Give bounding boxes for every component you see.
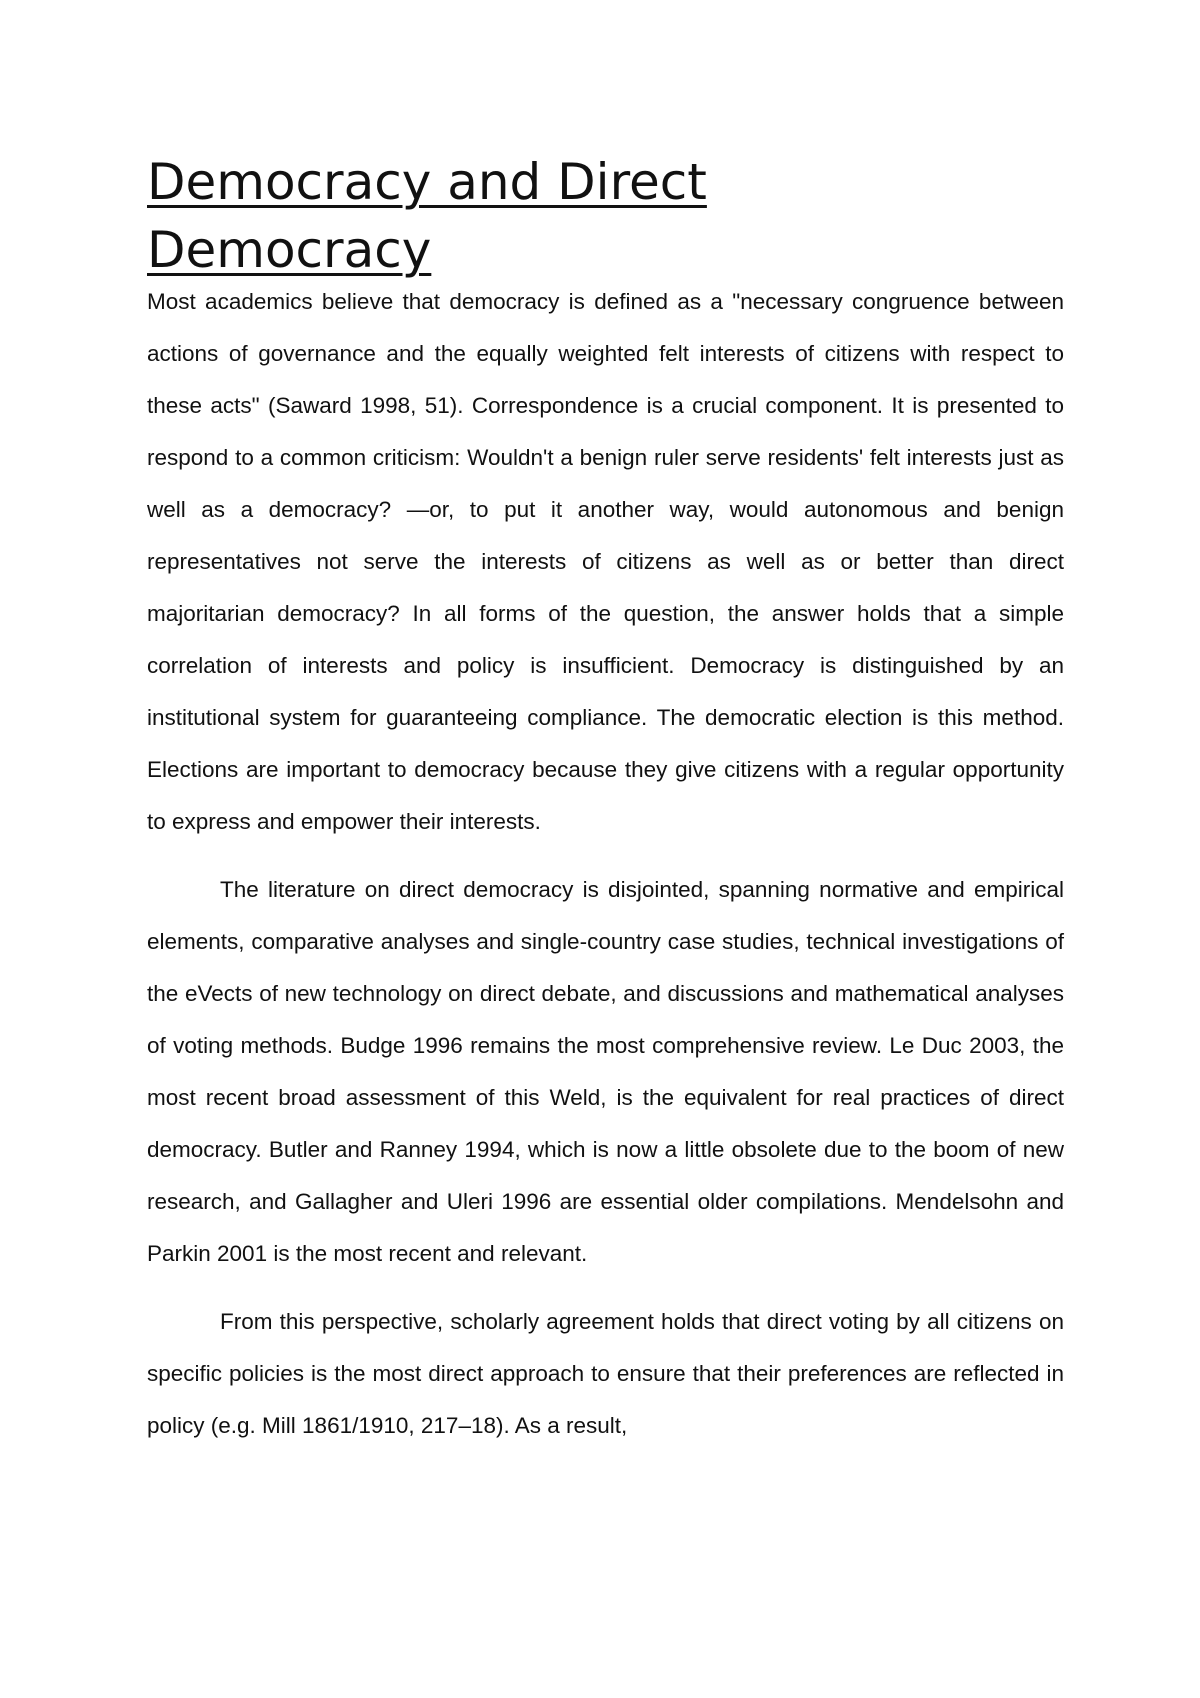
title-line-2: Democracy [147, 221, 432, 279]
document-title [147, 148, 1047, 284]
document-body [147, 276, 1064, 1468]
paragraph-2: The literature on direct democracy is disjointed, spanning normative and empirical elements, comparative analyses and single-country case studies, technical investigations of the eVects of new technology on direct debate, and discussions and mathematical analyses of voting methods. Budge 1996 remains the most comprehensive review. Le Duc 2003, the most recent broad assessment of this Weld, is the equivalent for real practices of direct democracy. Butler and Ranney 1994, which is now a little obsolete due to the boom of new research, and Gallagher and Uleri 1996 are essential older compilations. Mendelsohn and Parkin 2001 is the most recent and relevant. [147, 877, 1064, 1266]
paragraph-1: Most academics believe that democracy is defined as a "necessary congruence between actions of governance and the equally weighted felt interests of citizens with respect to these acts" (Saward 1998, 51). Correspondence is a crucial component. It is presented to respond to a common criticism: Wouldn't a benign ruler serve residents' felt interests just as well as a democracy? —or, to put it another way, would autonomous and benign representatives not serve the interests of citizens as well as or better than direct majoritarian democracy? In all forms of the question, the answer holds that a simple correlation of interests and policy is insufficient. Democracy is distinguished by an institutional system for guaranteeing compliance. The democratic election is this method. Elections are important to democracy because they give citizens with a regular opportunity to express and empower their interests. [147, 289, 1064, 834]
paragraph-3: From this perspective, scholarly agreement holds that direct voting by all citizens on specific policies is the most direct approach to ensure that their preferences are reflected in policy (e.g. Mill 1861/1910, 217–18). As a result, [147, 1309, 1064, 1438]
title-line-1: Democracy and Direct [147, 153, 707, 211]
